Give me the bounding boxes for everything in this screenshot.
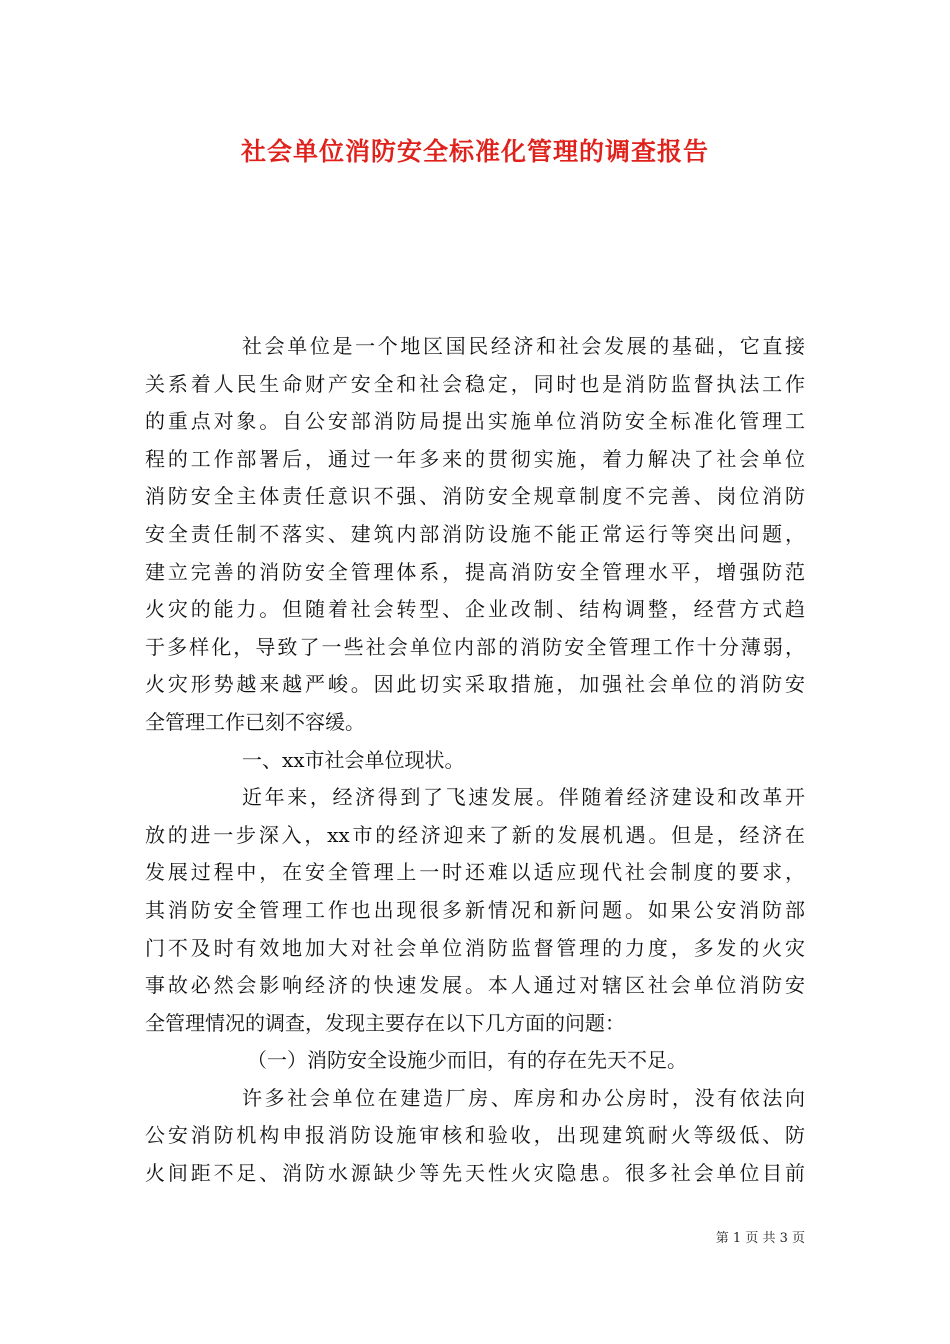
text-line: 安全责任制不落实、建筑内部消防设施不能正常运行等突出问题， bbox=[145, 521, 805, 546]
text-line: 关系着人民生命财产安全和社会稳定，同时也是消防监督执法工作 bbox=[145, 371, 805, 396]
text-line: 建立完善的消防安全管理体系，提高消防安全管理水平，增强防范 bbox=[145, 559, 805, 584]
text-line: 近年来，经济得到了飞速发展。伴随着经济建设和改革开 bbox=[242, 785, 805, 810]
text-line: 公安消防机构申报消防设施审核和验收，出现建筑耐火等级低、防 bbox=[145, 1123, 805, 1148]
text-line: 程的工作部署后，通过一年多来的贯彻实施，着力解决了社会单位 bbox=[145, 446, 805, 471]
text-line: 许多社会单位在建造厂房、库房和办公房时，没有依法向 bbox=[242, 1085, 805, 1110]
text-line: 火间距不足、消防水源缺少等先天性火灾隐患。很多社会单位目前 bbox=[145, 1161, 805, 1186]
section-heading-1: 一、xx市社会单位现状。 bbox=[242, 747, 465, 772]
text-line: 于多样化，导致了一些社会单位内部的消防安全管理工作十分薄弱， bbox=[145, 634, 805, 659]
text-line: 事故必然会影响经济的快速发展。本人通过对辖区社会单位消防安 bbox=[145, 973, 805, 998]
text-line: 全管理情况的调查，发现主要存在以下几方面的问题： bbox=[145, 1010, 625, 1035]
text-line: 门不及时有效地加大对社会单位消防监督管理的力度，多发的火灾 bbox=[145, 935, 805, 960]
paragraph-intro bbox=[145, 328, 805, 742]
document-body bbox=[145, 328, 805, 1193]
text-line: 火灾形势越来越严峻。因此切实采取措施，加强社会单位的消防安 bbox=[145, 672, 805, 697]
paragraph-facilities bbox=[145, 1080, 805, 1193]
text-line: 火灾的能力。但随着社会转型、企业改制、结构调整，经营方式趋 bbox=[145, 597, 805, 622]
sub-heading-1: （一）消防安全设施少而旧，有的存在先天不足。 bbox=[247, 1048, 687, 1073]
text-line: 社会单位是一个地区国民经济和社会发展的基础，它直接 bbox=[242, 334, 805, 358]
text-line: 发展过程中，在安全管理上一时还难以适应现代社会制度的要求， bbox=[145, 860, 805, 885]
text-line: 的重点对象。自公安部消防局提出实施单位消防安全标准化管理工 bbox=[145, 409, 805, 434]
text-line: 消防安全主体责任意识不强、消防安全规章制度不完善、岗位消防 bbox=[145, 484, 805, 509]
paragraph-status bbox=[145, 779, 805, 1042]
page-number-footer: 第 1 页 共 3 页 bbox=[715, 1231, 805, 1246]
text-line: 放的进一步深入，xx市的经济迎来了新的发展机遇。但是，经济在 bbox=[145, 822, 805, 847]
text-line: 其消防安全管理工作也出现很多新情况和新问题。如果公安消防部 bbox=[145, 897, 805, 922]
document-title: 社会单位消防安全标准化管理的调查报告 bbox=[240, 137, 709, 166]
text-line: 全管理工作已刻不容缓。 bbox=[145, 709, 365, 734]
